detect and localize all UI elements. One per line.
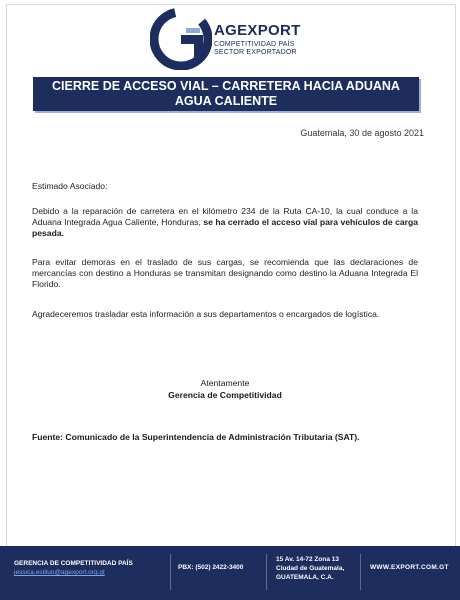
footer-bar bbox=[0, 546, 460, 600]
footer-phone: PBX: (502) 2422-3400 bbox=[178, 564, 244, 571]
document-date: Guatemala, 30 de agosto 2021 bbox=[300, 128, 424, 138]
agexport-logo bbox=[150, 8, 330, 70]
footer-address: 15 Av. 14-72 Zona 13 Ciudad de Guatemala, GUATEMALA, C.A. bbox=[276, 556, 345, 581]
footer-email-link[interactable]: jessica.estiluo@agexport.org.gt bbox=[14, 569, 105, 576]
document-title bbox=[33, 77, 419, 111]
paragraph-2: Para evitar demoras en el traslado de sus cargas, se recomienda que las declaraciones de mercancías con destino a Honduras se transmitan designando como destino la Aduana Integrada El Florido. bbox=[32, 257, 418, 289]
paragraph-1 bbox=[32, 206, 418, 239]
agexport-g-logo-icon bbox=[150, 8, 212, 70]
brand-tagline: COMPETITIVIDAD PAÍS SECTOR EXPORTADOR bbox=[214, 41, 297, 56]
footer-divider bbox=[170, 554, 171, 590]
paragraph-1-text: Debido a la reparación de carretera en el kilómetro 234 de la Ruta CA-10, la cual conduce a la Aduana Integrada Agua Caliente, Honduras, bbox=[32, 206, 418, 227]
footer-divider bbox=[360, 554, 361, 590]
signature: Gerencia de Competitividad bbox=[168, 390, 282, 400]
footer-website-link[interactable]: WWW.EXPORT.COM.GT bbox=[370, 564, 449, 571]
brand-name: AGEXPORT bbox=[214, 22, 301, 39]
title-line-1: CIERRE DE ACCESO VIAL – CARRETERA HACIA ADUANA bbox=[52, 79, 400, 93]
footer-divider bbox=[266, 554, 267, 590]
footer-dept-name: GERENCIA DE COMPETITIVIDAD PAÍS bbox=[14, 560, 133, 567]
title-line-2: AGUA CALIENTE bbox=[174, 94, 278, 108]
footer-department bbox=[14, 560, 133, 576]
salutation: Atentamente bbox=[200, 378, 250, 388]
source-note: Fuente: Comunicado de la Superintendencia de Administración Tributaria (SAT). bbox=[32, 432, 360, 442]
closing-block bbox=[32, 377, 418, 401]
paragraph-3: Agradeceremos trasladar esta información a sus departamentos o encargados de logística. bbox=[32, 309, 380, 319]
greeting: Estimado Asociado: bbox=[32, 181, 108, 191]
paragraph-1-bold: se ha cerrado el acceso vial para vehículos de carga pesada. bbox=[32, 217, 418, 238]
